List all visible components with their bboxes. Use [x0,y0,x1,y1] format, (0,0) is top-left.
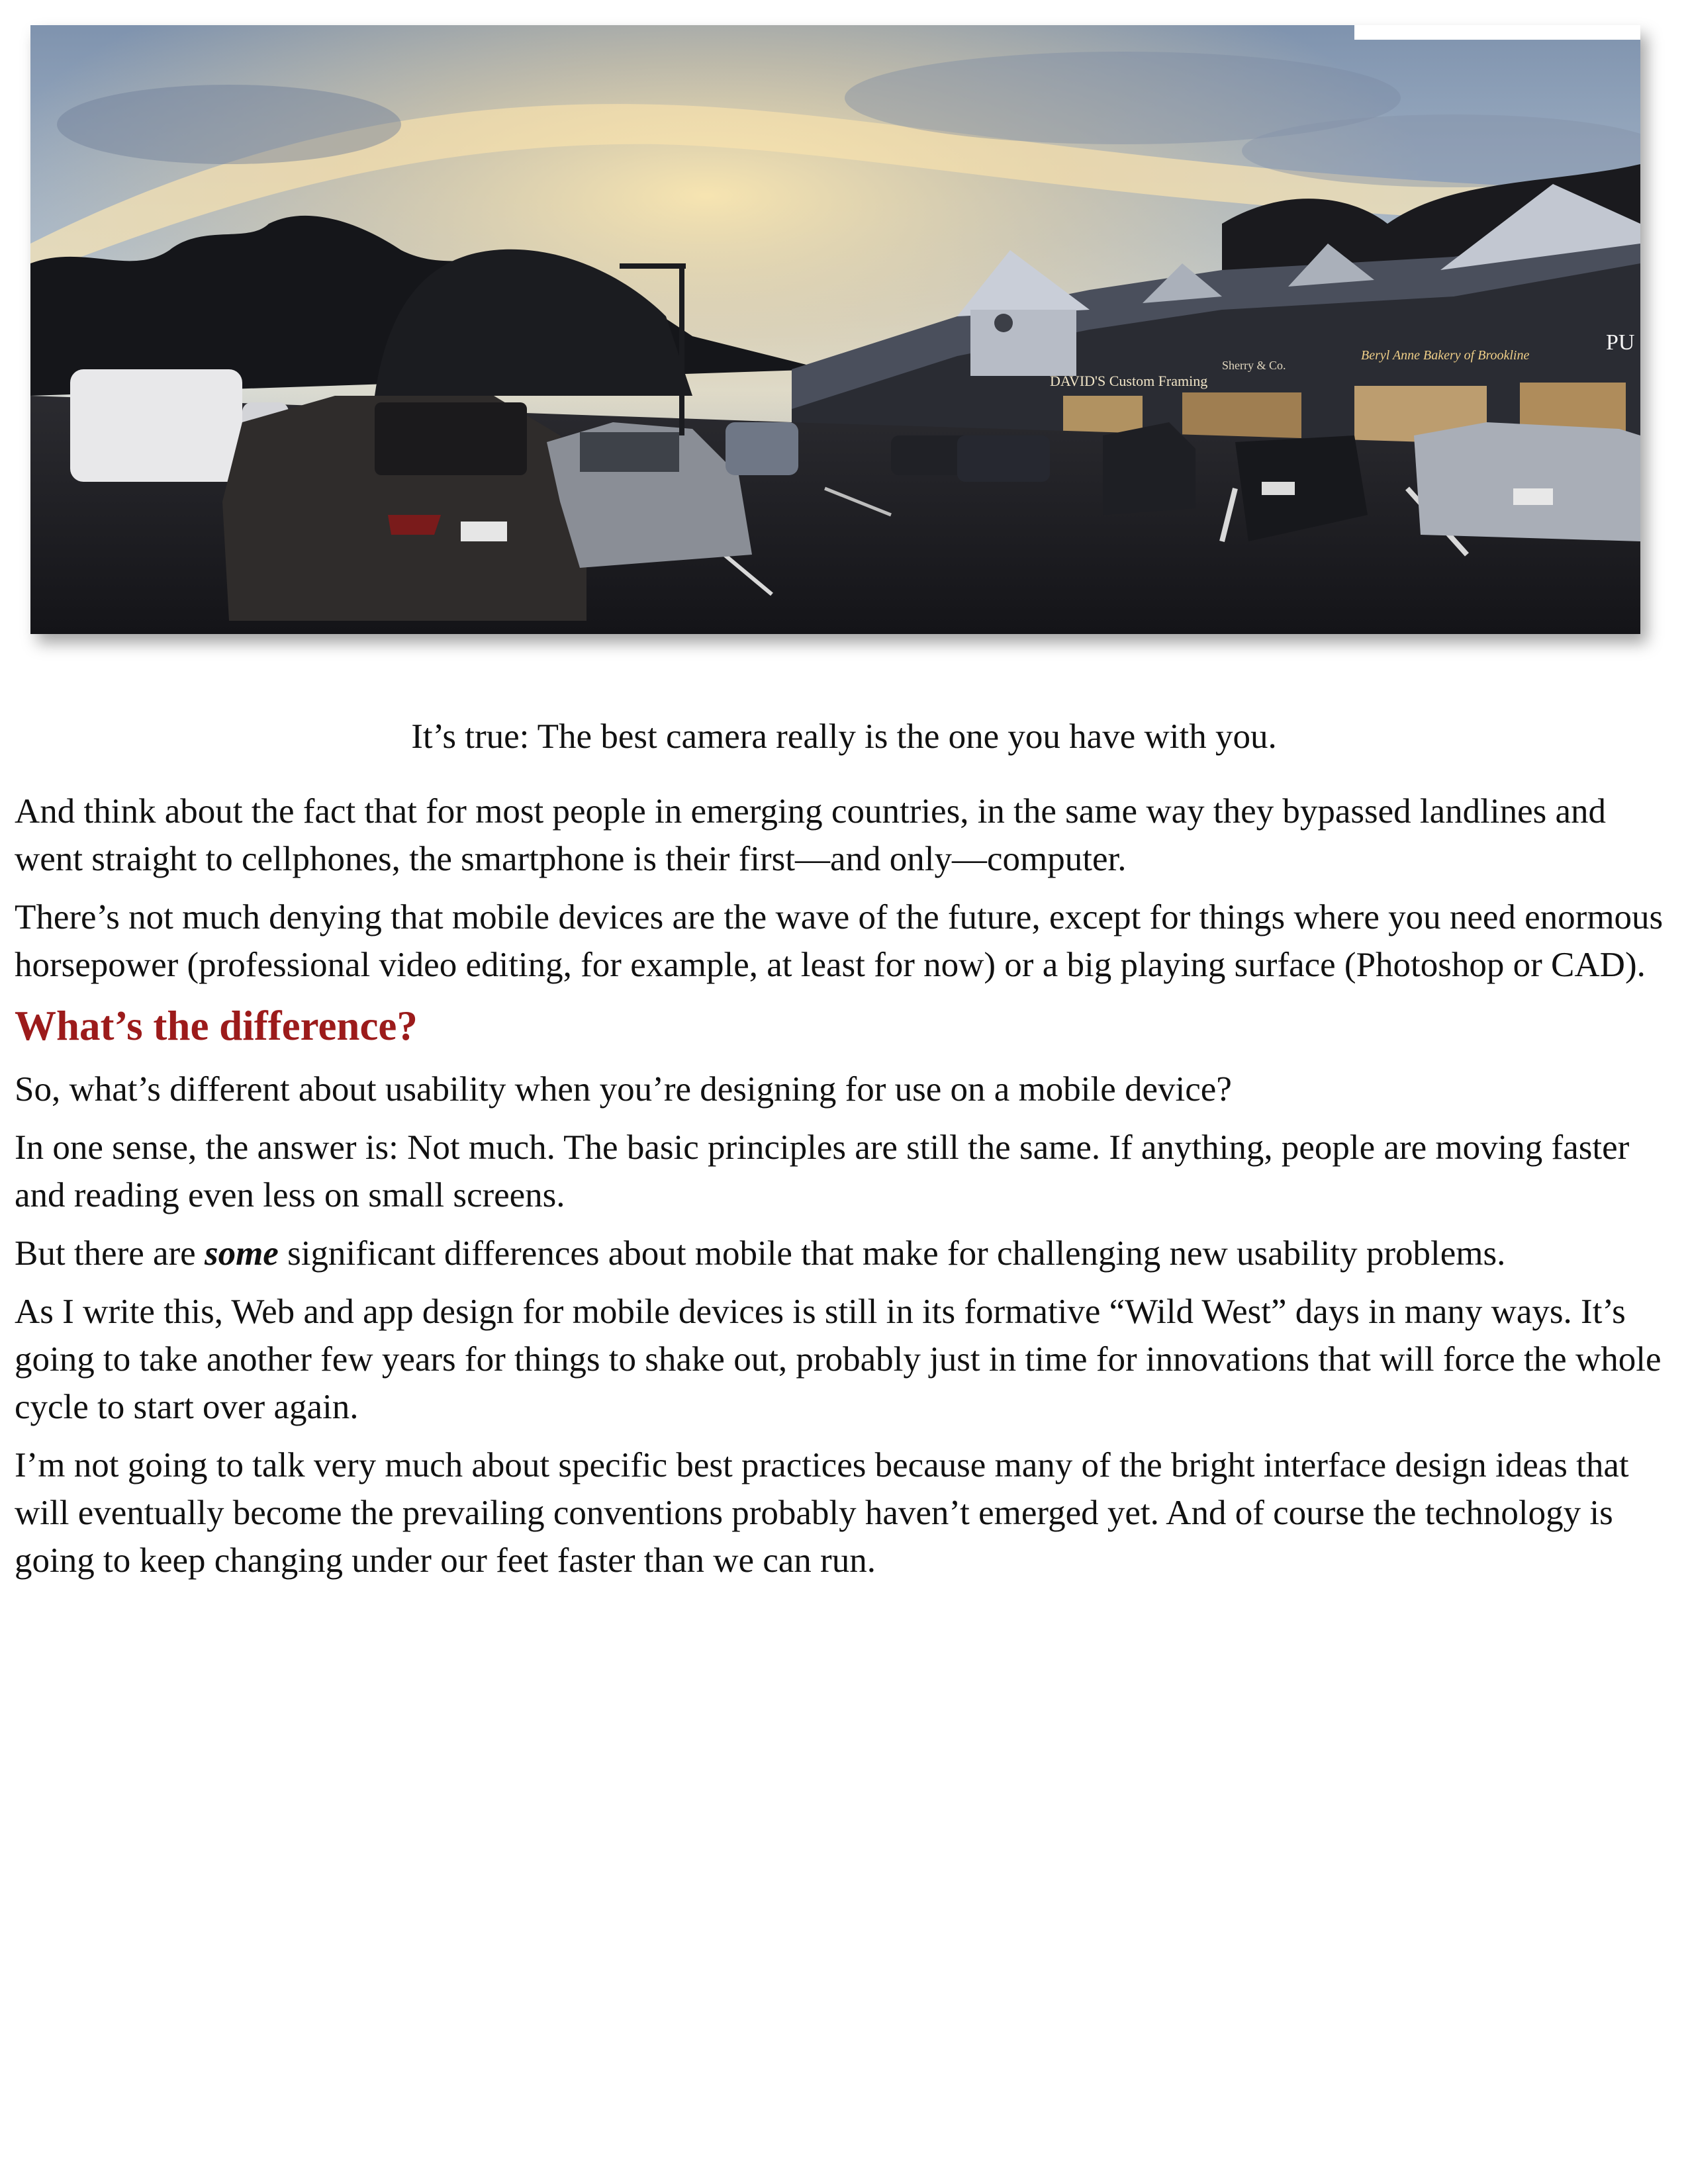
paragraph: So, what’s different about usability when you’re designing for use on a mobile device? [15,1070,1232,1109]
sign-sherry: Sherry & Co. [1222,359,1286,372]
section-heading: What’s the difference? [15,1003,418,1049]
paragraph: In one sense, the answer is: Not much. The basic principles are still the same. If anything, people are moving faster and reading even less on small screens. [15,1128,1630,1214]
paragraph: And think about the fact that for most people in emerging countries, in the same way they bypassed landlines and went straight to cellphones, the smartphone is their first—and only—computer. [15,792,1607,878]
parking-lot-illustration [30,25,1640,634]
paragraph [15,1230,1669,1277]
paragraph: I’m not going to talk very much about specific best practices because many of the bright interface design ideas that will eventually become the prevailing conventions probably haven’t emerged yet. And of course the technology is going to keep changing under our feet faster than we can run. [15,1446,1629,1580]
photo-caption: It’s true: The best camera really is the one you have with you. [411,717,1277,756]
paragraph: There’s not much denying that mobile devices are the wave of the future, except for things where you need enormous horsepower (professional video editing, for example, at least for now) or a big playing surface (Photoshop or CAD). [15,898,1664,984]
paragraph: As I write this, Web and app design for mobile devices is still in its formative “Wild West” days in many ways. It’s going to take another few years for things to shake out, probably just in time for innovations that will force the whole cycle to start over again. [15,1293,1662,1426]
document-body [15,788,1669,1595]
photo-edge-notch [1354,25,1640,40]
sign-davids: DAVID'S Custom Framing [1050,373,1208,389]
text-run: But there are [15,1234,205,1273]
sign-bakery: Beryl Anne Bakery of Brookline [1361,348,1530,363]
sign-pu: PU [1606,330,1635,355]
emphasis-text: some [204,1234,279,1273]
text-run: significant differences about mobile that make for challenging new usability problems. [278,1234,1506,1273]
panorama-photo [30,25,1640,634]
